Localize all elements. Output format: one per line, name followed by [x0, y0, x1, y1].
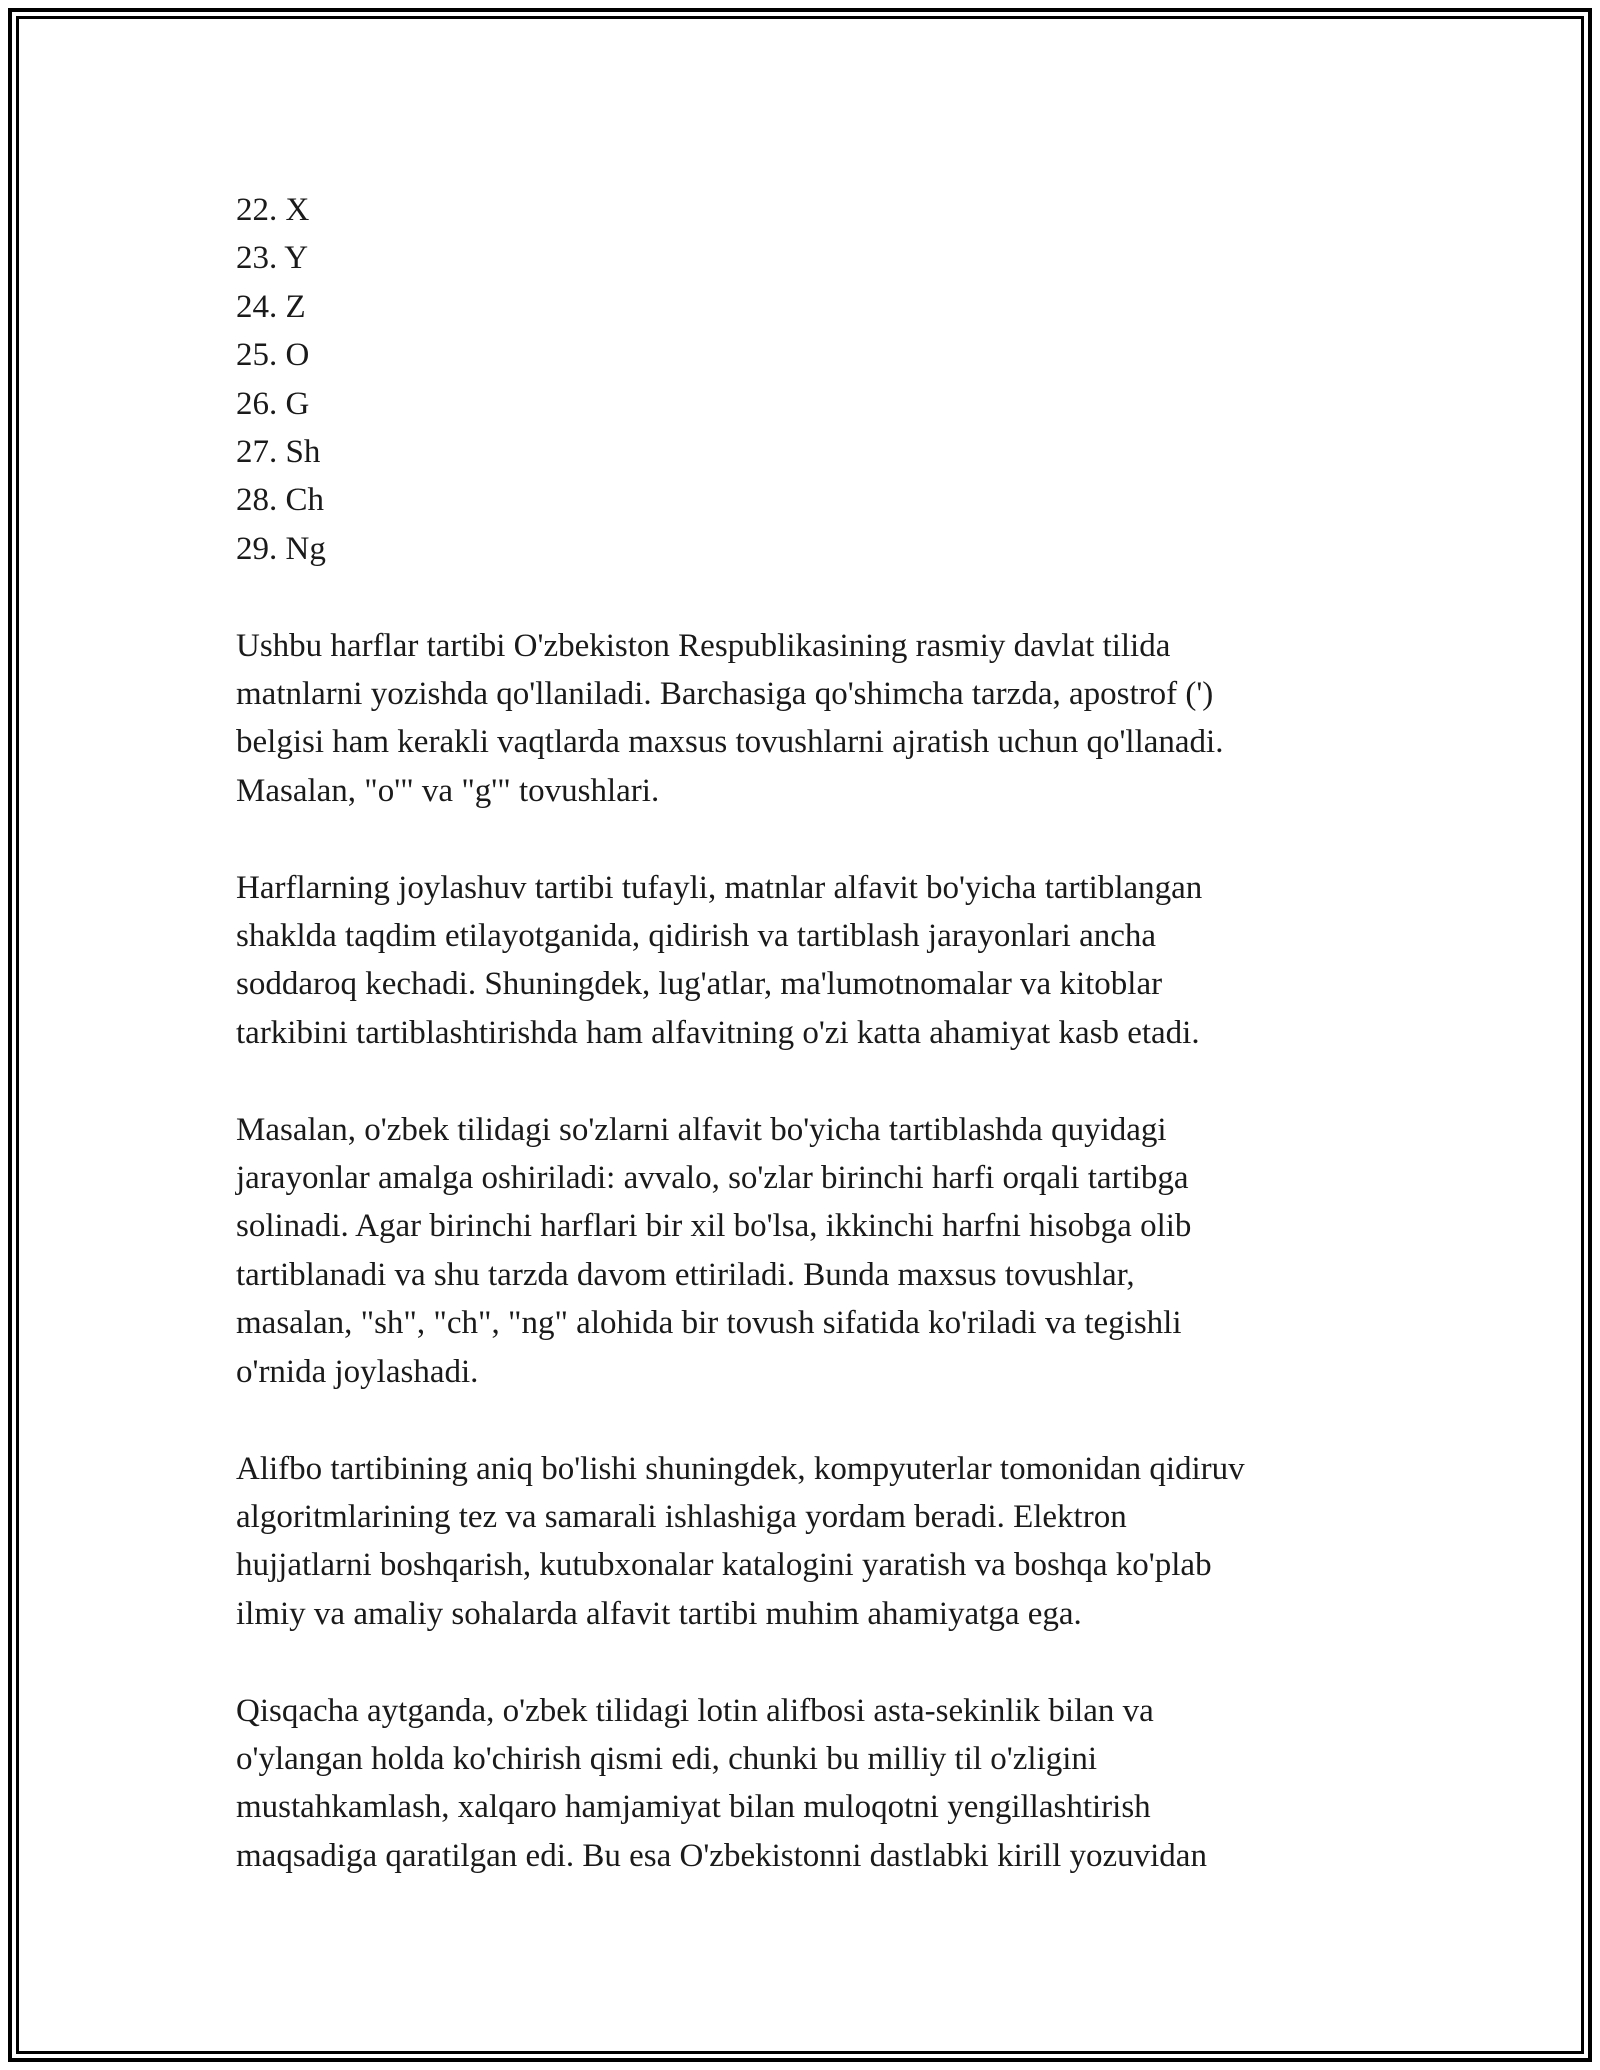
list-item-number: 23. [236, 240, 278, 277]
text-line: shaklda taqdim etilayotganida, qidirish va tartiblash jarayonlari ancha [236, 918, 1157, 955]
list-item-letter: O [285, 337, 310, 374]
text-line: solinadi. Agar birinchi harflari bir xil bo'lsa, ikkinchi harfni hisobga olib [236, 1208, 1192, 1245]
text-line: jarayonlar amalga oshiriladi: avvalo, so'zlar birinchi harfi orqali tartibga [236, 1160, 1189, 1197]
text-line: hujjatlarni boshqarish, kutubxonalar katalogini yaratish va boshqa ko'plab [236, 1547, 1212, 1584]
text-line: belgisi ham kerakli vaqtlarda maxsus tovushlarni ajratish uchun qo'llanadi. [236, 724, 1224, 761]
list-item [236, 234, 1366, 282]
document-body [236, 186, 1366, 1880]
list-item-number: 29. [236, 530, 278, 567]
text-line: Masalan, o'zbek tilidagi so'zlarni alfavit bo'yicha tartiblashda quyidagi [236, 1111, 1167, 1148]
list-item-number: 26. [236, 385, 278, 422]
list-item [236, 331, 1366, 379]
list-item-letter: Z [285, 288, 306, 325]
list-item-number: 25. [236, 337, 278, 374]
paragraph-usage [236, 622, 1366, 816]
alphabet-list [236, 186, 1366, 573]
list-item-number: 28. [236, 482, 278, 519]
text-line: masalan, "sh", "ch", "ng" alohida bir tovush sifatida ko'riladi va tegishli [236, 1305, 1182, 1342]
text-line: matnlarni yozishda qo'llaniladi. Barchasiga qo'shimcha tarzda, apostrof (') [236, 676, 1214, 713]
text-line: o'ylangan holda ko'chirish qismi edi, chunki bu milliy til o'zligini [236, 1740, 1098, 1777]
text-line: Alifbo tartibining aniq bo'lishi shuningdek, kompyuterlar tomonidan qidiruv [236, 1450, 1245, 1487]
text-line: Harflarning joylashuv tartibi tufayli, matnlar alfavit bo'yicha tartiblangan [236, 869, 1203, 906]
text-line: Masalan, "o'" va "g'" tovushlari. [236, 772, 660, 809]
list-item [236, 283, 1366, 331]
text-line: o'rnida joylashadi. [236, 1353, 479, 1390]
list-item [236, 476, 1366, 524]
list-item-letter: Ch [285, 482, 325, 519]
paragraph-ordering [236, 864, 1366, 1058]
list-item-letter: G [285, 385, 310, 422]
text-line: Ushbu harflar tartibi O'zbekiston Respublikasining rasmiy davlat tilida [236, 627, 1171, 664]
paragraph-summary [236, 1687, 1366, 1881]
text-line: tarkibini tartiblashtirishda ham alfavitning o'zi katta ahamiyat kasb etadi. [236, 1014, 1200, 1051]
list-item-letter: Sh [285, 434, 321, 471]
list-item-number: 24. [236, 288, 278, 325]
list-item [236, 525, 1366, 573]
list-item-number: 27. [236, 434, 278, 471]
text-line: soddaroq kechadi. Shuningdek, lug'atlar, ma'lumotnomalar va kitoblar [236, 966, 1163, 1003]
text-line: mustahkamlash, xalqaro hamjamiyat bilan muloqotni yengillashtirish [236, 1789, 1151, 1826]
list-item-letter: Y [284, 240, 309, 277]
paragraph-example [236, 1106, 1366, 1396]
list-item-letter: X [285, 192, 310, 228]
list-item [236, 428, 1366, 476]
list-item-letter: Ng [285, 530, 326, 567]
text-line: algoritmlarining tez va samarali ishlashiga yordam beradi. Elektron [236, 1498, 1127, 1535]
text-line: ilmiy va amaliy sohalarda alfavit tartibi muhim ahamiyatga ega. [236, 1595, 1082, 1632]
list-item [236, 380, 1366, 428]
paragraph-computing [236, 1445, 1366, 1639]
text-line: Qisqacha aytganda, o'zbek tilidagi lotin alifbosi asta-sekinlik bilan va [236, 1692, 1154, 1729]
list-item [236, 186, 1366, 234]
list-item-number: 22. [236, 192, 278, 228]
text-line: maqsadiga qaratilgan edi. Bu esa O'zbekistonni dastlabki kirill yozuvidan [236, 1837, 1207, 1874]
text-line: tartiblanadi va shu tarzda davom ettiriladi. Bunda maxsus tovushlar, [236, 1256, 1135, 1293]
